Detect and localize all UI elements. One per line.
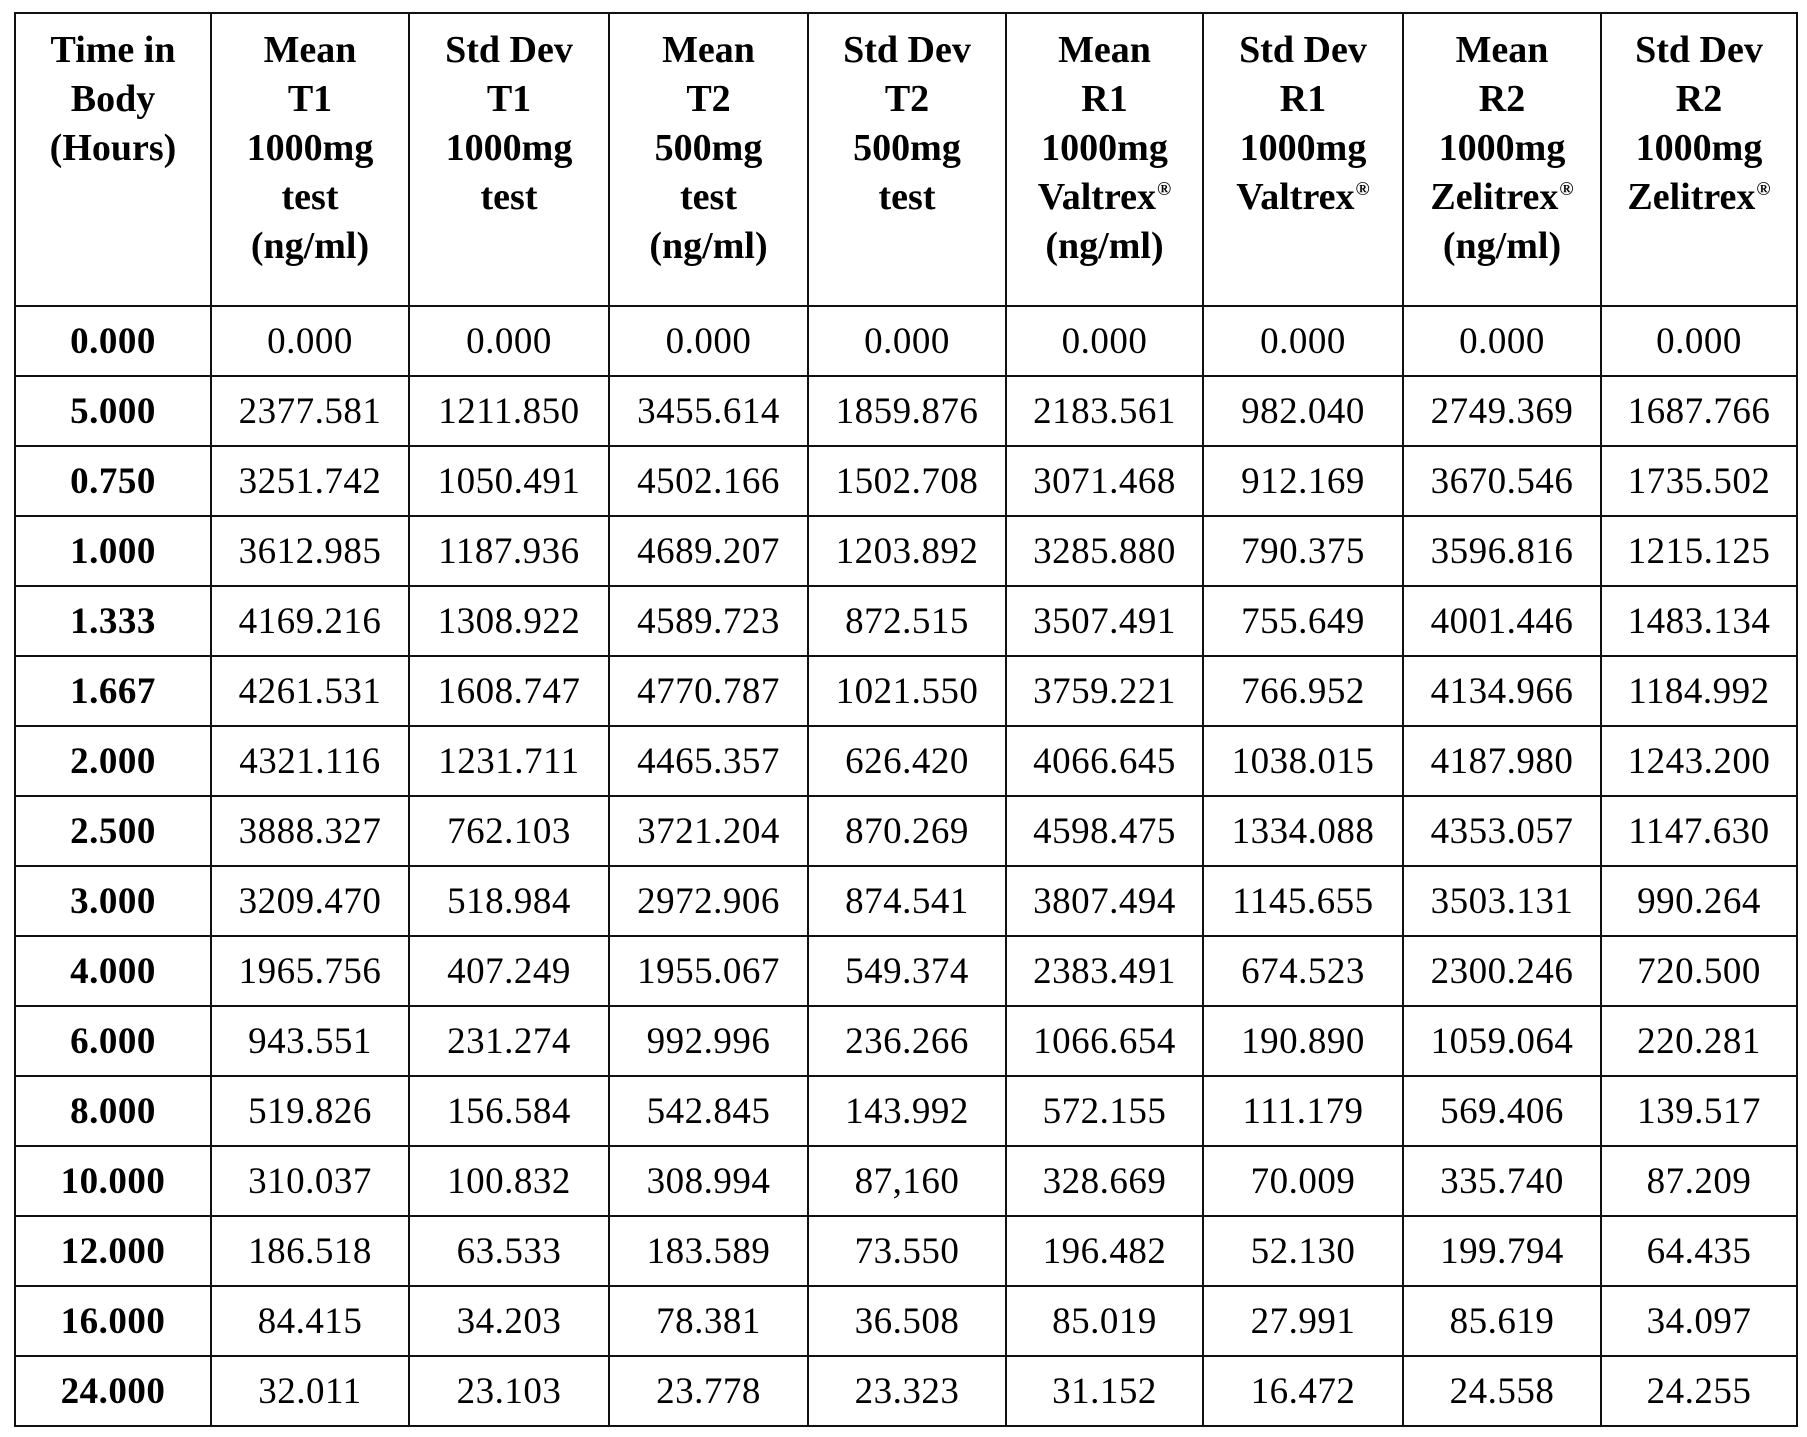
table-row xyxy=(15,306,1797,376)
value-cell: 0.000 xyxy=(409,306,609,376)
column-header-line: Body xyxy=(70,78,156,120)
value-cell: 4187.980 xyxy=(1403,726,1601,796)
value-cell: 407.249 xyxy=(409,936,609,1006)
value-cell: 2183.561 xyxy=(1006,376,1203,446)
column-header xyxy=(1403,13,1601,306)
column-header-line: test xyxy=(878,176,936,218)
value-cell: 85.619 xyxy=(1403,1286,1601,1356)
value-cell: 1231.711 xyxy=(409,726,609,796)
value-cell: 236.266 xyxy=(808,1006,1006,1076)
value-cell: 335.740 xyxy=(1403,1146,1601,1216)
value-cell: 762.103 xyxy=(409,796,609,866)
column-header-line: (ng/ml) xyxy=(649,225,768,267)
column-header xyxy=(409,13,609,306)
value-cell: 23.323 xyxy=(808,1356,1006,1426)
value-cell: 4353.057 xyxy=(1403,796,1601,866)
time-cell: 1.667 xyxy=(15,656,211,726)
column-header-line: Mean xyxy=(1455,29,1549,71)
table-row xyxy=(15,936,1797,1006)
value-cell: 0.000 xyxy=(808,306,1006,376)
value-cell: 912.169 xyxy=(1203,446,1403,516)
table-body xyxy=(15,306,1797,1426)
column-header-line: Valtrex® xyxy=(1236,176,1370,218)
value-cell: 518.984 xyxy=(409,866,609,936)
value-cell: 190.890 xyxy=(1203,1006,1403,1076)
column-header-line: Std Dev xyxy=(843,29,971,71)
value-cell: 111.179 xyxy=(1203,1076,1403,1146)
value-cell: 1308.922 xyxy=(409,586,609,656)
value-cell: 0.000 xyxy=(609,306,808,376)
column-header-line: Zelitrex® xyxy=(1627,176,1771,218)
time-cell: 24.000 xyxy=(15,1356,211,1426)
value-cell: 32.011 xyxy=(211,1356,409,1426)
column-header-line: (Hours) xyxy=(49,127,177,169)
value-cell: 70.009 xyxy=(1203,1146,1403,1216)
value-cell: 308.994 xyxy=(609,1146,808,1216)
column-header-line: Mean xyxy=(263,29,357,71)
column-header-line: Std Dev xyxy=(1239,29,1367,71)
pharmacokinetics-table xyxy=(14,12,1798,1427)
value-cell: 1483.134 xyxy=(1601,586,1797,656)
table-row xyxy=(15,446,1797,516)
column-header-line: Mean xyxy=(1058,29,1151,71)
table-row xyxy=(15,1286,1797,1356)
value-cell: 186.518 xyxy=(211,1216,409,1286)
value-cell: 549.374 xyxy=(808,936,1006,1006)
time-cell: 0.750 xyxy=(15,446,211,516)
value-cell: 2377.581 xyxy=(211,376,409,446)
value-cell: 3596.816 xyxy=(1403,516,1601,586)
value-cell: 4261.531 xyxy=(211,656,409,726)
value-cell: 85.019 xyxy=(1006,1286,1203,1356)
column-header-line: (ng/ml) xyxy=(1045,225,1164,267)
value-cell: 1502.708 xyxy=(808,446,1006,516)
value-cell: 1243.200 xyxy=(1601,726,1797,796)
value-cell: 73.550 xyxy=(808,1216,1006,1286)
time-cell: 6.000 xyxy=(15,1006,211,1076)
column-header-line: 1000mg xyxy=(1239,127,1367,169)
value-cell: 0.000 xyxy=(1601,306,1797,376)
value-cell: 4598.475 xyxy=(1006,796,1203,866)
value-cell: 3209.470 xyxy=(211,866,409,936)
value-cell: 4066.645 xyxy=(1006,726,1203,796)
value-cell: 3670.546 xyxy=(1403,446,1601,516)
value-cell: 1203.892 xyxy=(808,516,1006,586)
value-cell: 183.589 xyxy=(609,1216,808,1286)
column-header-line: T2 xyxy=(884,78,930,120)
value-cell: 3507.491 xyxy=(1006,586,1203,656)
value-cell: 52.130 xyxy=(1203,1216,1403,1286)
value-cell: 4134.966 xyxy=(1403,656,1601,726)
value-cell: 4321.116 xyxy=(211,726,409,796)
value-cell: 990.264 xyxy=(1601,866,1797,936)
value-cell: 1184.992 xyxy=(1601,656,1797,726)
table-row xyxy=(15,1216,1797,1286)
value-cell: 2749.369 xyxy=(1403,376,1601,446)
value-cell: 100.832 xyxy=(409,1146,609,1216)
column-header xyxy=(1601,13,1797,306)
value-cell: 1038.015 xyxy=(1203,726,1403,796)
value-cell: 4689.207 xyxy=(609,516,808,586)
column-header-line: Valtrex® xyxy=(1037,176,1172,218)
registered-mark: ® xyxy=(1355,179,1370,200)
column-header-line: (ng/ml) xyxy=(1442,225,1562,267)
column-header-line: T1 xyxy=(287,78,333,120)
column-header-line: 500mg xyxy=(654,127,763,169)
value-cell: 720.500 xyxy=(1601,936,1797,1006)
table-row xyxy=(15,1076,1797,1146)
value-cell: 3612.985 xyxy=(211,516,409,586)
time-cell: 0.000 xyxy=(15,306,211,376)
value-cell: 3503.131 xyxy=(1403,866,1601,936)
value-cell: 2972.906 xyxy=(609,866,808,936)
column-header-line: T1 xyxy=(486,78,532,120)
value-cell: 4770.787 xyxy=(609,656,808,726)
column-header-line: Mean xyxy=(662,29,755,71)
value-cell: 1955.067 xyxy=(609,936,808,1006)
value-cell: 519.826 xyxy=(211,1076,409,1146)
value-cell: 3721.204 xyxy=(609,796,808,866)
value-cell: 27.991 xyxy=(1203,1286,1403,1356)
value-cell: 1334.088 xyxy=(1203,796,1403,866)
time-cell: 2.000 xyxy=(15,726,211,796)
value-cell: 982.040 xyxy=(1203,376,1403,446)
value-cell: 23.103 xyxy=(409,1356,609,1426)
value-cell: 220.281 xyxy=(1601,1006,1797,1076)
column-header-line: Time in xyxy=(50,29,176,71)
value-cell: 870.269 xyxy=(808,796,1006,866)
column-header-line: R1 xyxy=(1279,78,1327,120)
value-cell: 1859.876 xyxy=(808,376,1006,446)
value-cell: 569.406 xyxy=(1403,1076,1601,1146)
value-cell: 872.515 xyxy=(808,586,1006,656)
table-row xyxy=(15,1356,1797,1426)
column-header-line: test xyxy=(281,176,339,218)
value-cell: 4465.357 xyxy=(609,726,808,796)
value-cell: 0.000 xyxy=(211,306,409,376)
value-cell: 3807.494 xyxy=(1006,866,1203,936)
column-header-line: Zelitrex® xyxy=(1430,176,1574,218)
table-row xyxy=(15,656,1797,726)
time-cell: 4.000 xyxy=(15,936,211,1006)
value-cell: 84.415 xyxy=(211,1286,409,1356)
value-cell: 34.203 xyxy=(409,1286,609,1356)
value-cell: 1735.502 xyxy=(1601,446,1797,516)
time-cell: 2.500 xyxy=(15,796,211,866)
table-row xyxy=(15,796,1797,866)
value-cell: 34.097 xyxy=(1601,1286,1797,1356)
value-cell: 4589.723 xyxy=(609,586,808,656)
value-cell: 1608.747 xyxy=(409,656,609,726)
value-cell: 3285.880 xyxy=(1006,516,1203,586)
value-cell: 196.482 xyxy=(1006,1216,1203,1286)
value-cell: 0.000 xyxy=(1006,306,1203,376)
value-cell: 231.274 xyxy=(409,1006,609,1076)
column-header-line: test xyxy=(680,176,737,218)
column-header-line: T2 xyxy=(686,78,731,120)
table-row xyxy=(15,586,1797,656)
value-cell: 328.669 xyxy=(1006,1146,1203,1216)
table-row xyxy=(15,516,1797,586)
column-header xyxy=(1203,13,1403,306)
table-row xyxy=(15,1006,1797,1076)
value-cell: 16.472 xyxy=(1203,1356,1403,1426)
value-cell: 156.584 xyxy=(409,1076,609,1146)
value-cell: 766.952 xyxy=(1203,656,1403,726)
column-header-line: test xyxy=(480,176,538,218)
value-cell: 24.558 xyxy=(1403,1356,1601,1426)
column-header-line: R2 xyxy=(1675,78,1723,120)
column-header xyxy=(211,13,409,306)
column-header-line: (ng/ml) xyxy=(250,225,370,267)
table-row xyxy=(15,866,1797,936)
registered-mark: ® xyxy=(1756,179,1771,200)
value-cell: 0.000 xyxy=(1403,306,1601,376)
value-cell: 1215.125 xyxy=(1601,516,1797,586)
time-cell: 8.000 xyxy=(15,1076,211,1146)
time-cell: 16.000 xyxy=(15,1286,211,1356)
value-cell: 1687.766 xyxy=(1601,376,1797,446)
registered-mark: ® xyxy=(1559,179,1574,200)
value-cell: 143.992 xyxy=(808,1076,1006,1146)
column-header-line: 1000mg xyxy=(246,127,374,169)
value-cell: 4169.216 xyxy=(211,586,409,656)
value-cell: 1059.064 xyxy=(1403,1006,1601,1076)
time-cell: 10.000 xyxy=(15,1146,211,1216)
value-cell: 755.649 xyxy=(1203,586,1403,656)
value-cell: 3759.221 xyxy=(1006,656,1203,726)
value-cell: 943.551 xyxy=(211,1006,409,1076)
column-header-line: R2 xyxy=(1478,78,1526,120)
column-header-line: 1000mg xyxy=(1635,127,1763,169)
value-cell: 674.523 xyxy=(1203,936,1403,1006)
value-cell: 1965.756 xyxy=(211,936,409,1006)
value-cell: 572.155 xyxy=(1006,1076,1203,1146)
time-cell: 3.000 xyxy=(15,866,211,936)
value-cell: 1187.936 xyxy=(409,516,609,586)
column-header xyxy=(808,13,1006,306)
time-cell: 1.000 xyxy=(15,516,211,586)
value-cell: 874.541 xyxy=(808,866,1006,936)
value-cell: 199.794 xyxy=(1403,1216,1601,1286)
value-cell: 3071.468 xyxy=(1006,446,1203,516)
table-row xyxy=(15,726,1797,796)
value-cell: 1211.850 xyxy=(409,376,609,446)
value-cell: 2383.491 xyxy=(1006,936,1203,1006)
value-cell: 542.845 xyxy=(609,1076,808,1146)
value-cell: 1050.491 xyxy=(409,446,609,516)
value-cell: 24.255 xyxy=(1601,1356,1797,1426)
column-header-line: Std Dev xyxy=(1635,29,1763,71)
table-row xyxy=(15,376,1797,446)
column-header-line: 1000mg xyxy=(445,127,573,169)
value-cell: 64.435 xyxy=(1601,1216,1797,1286)
value-cell: 78.381 xyxy=(609,1286,808,1356)
value-cell: 31.152 xyxy=(1006,1356,1203,1426)
value-cell: 2300.246 xyxy=(1403,936,1601,1006)
value-cell: 3888.327 xyxy=(211,796,409,866)
column-header-line: 1000mg xyxy=(1041,127,1168,169)
value-cell: 1147.630 xyxy=(1601,796,1797,866)
value-cell: 139.517 xyxy=(1601,1076,1797,1146)
column-header xyxy=(15,13,211,306)
column-header-line: 500mg xyxy=(853,127,961,169)
column-header-line: Std Dev xyxy=(445,29,573,71)
value-cell: 63.533 xyxy=(409,1216,609,1286)
value-cell: 790.375 xyxy=(1203,516,1403,586)
value-cell: 23.778 xyxy=(609,1356,808,1426)
value-cell: 1145.655 xyxy=(1203,866,1403,936)
table-row xyxy=(15,1146,1797,1216)
value-cell: 0.000 xyxy=(1203,306,1403,376)
value-cell: 4001.446 xyxy=(1403,586,1601,656)
time-cell: 12.000 xyxy=(15,1216,211,1286)
time-cell: 1.333 xyxy=(15,586,211,656)
value-cell: 4502.166 xyxy=(609,446,808,516)
value-cell: 87.209 xyxy=(1601,1146,1797,1216)
value-cell: 1066.654 xyxy=(1006,1006,1203,1076)
column-header-line: 1000mg xyxy=(1438,127,1566,169)
value-cell: 1021.550 xyxy=(808,656,1006,726)
value-cell: 992.996 xyxy=(609,1006,808,1076)
time-cell: 5.000 xyxy=(15,376,211,446)
column-header xyxy=(1006,13,1203,306)
value-cell: 3455.614 xyxy=(609,376,808,446)
registered-mark: ® xyxy=(1157,179,1172,200)
value-cell: 87,160 xyxy=(808,1146,1006,1216)
value-cell: 36.508 xyxy=(808,1286,1006,1356)
header-row xyxy=(15,13,1797,306)
column-header xyxy=(609,13,808,306)
value-cell: 310.037 xyxy=(211,1146,409,1216)
value-cell: 626.420 xyxy=(808,726,1006,796)
column-header-line: R1 xyxy=(1081,78,1128,120)
value-cell: 3251.742 xyxy=(211,446,409,516)
